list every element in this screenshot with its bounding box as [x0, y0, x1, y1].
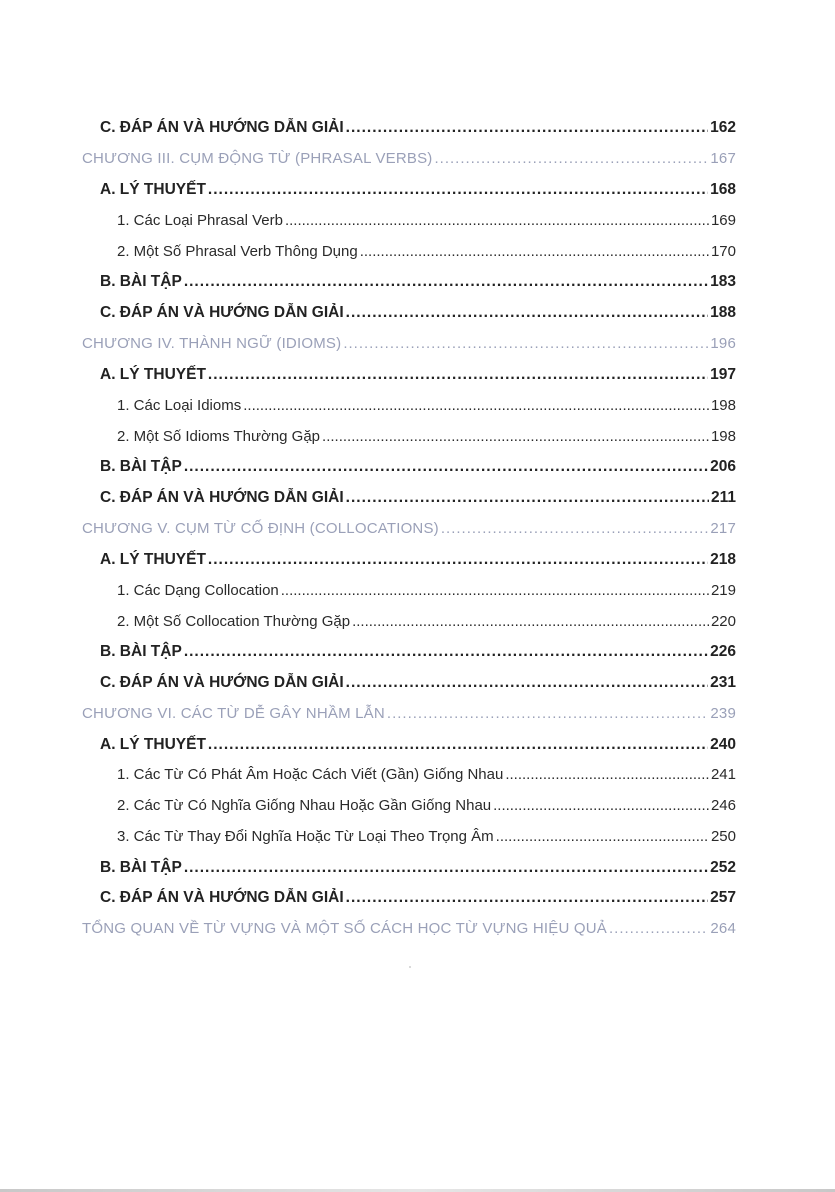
toc-entry-title: C. ĐÁP ÁN VÀ HƯỚNG DẪN GIẢI — [100, 674, 344, 691]
dot-leader — [360, 241, 709, 263]
toc-entry-page: 196 — [710, 335, 736, 352]
dot-leader — [281, 580, 709, 602]
dot-leader — [493, 795, 709, 817]
toc-entry-title: 1. Các Từ Có Phát Âm Hoặc Cách Viết (Gần) Giống Nhau — [117, 766, 504, 783]
toc-entry-page: 246 — [710, 797, 736, 814]
dot-leader — [441, 518, 708, 540]
toc-entry-page: 231 — [710, 674, 736, 691]
toc-entry[interactable] — [117, 580, 736, 602]
toc-entry-title: 3. Các Từ Thay Đổi Nghĩa Hoặc Từ Loại Theo Trọng Âm — [117, 828, 494, 845]
toc-entry-title: C. ĐÁP ÁN VÀ HƯỚNG DẪN GIẢI — [100, 119, 344, 136]
toc-entry-title: 1. Các Dạng Collocation — [117, 582, 279, 599]
dot-leader — [609, 918, 708, 940]
toc-entry-page: 170 — [710, 243, 736, 260]
dot-leader — [184, 456, 708, 478]
dot-leader — [184, 857, 708, 879]
toc-entry-title: B. BÀI TẬP — [100, 273, 182, 290]
dot-leader — [346, 302, 708, 324]
toc-entry-title: A. LÝ THUYẾT — [100, 736, 206, 753]
dot-leader — [346, 672, 708, 694]
toc-entry-title: A. LÝ THUYẾT — [100, 551, 206, 568]
dot-leader — [208, 549, 708, 571]
toc-entry-page: 257 — [710, 889, 736, 906]
toc-entry-page: 218 — [710, 551, 736, 568]
dot-leader — [435, 148, 709, 170]
toc-entry-page: 169 — [710, 212, 736, 229]
toc-entry-page: 241 — [710, 766, 736, 783]
toc-entry[interactable] — [100, 271, 736, 293]
toc-entry[interactable] — [100, 487, 736, 509]
dot-leader — [346, 117, 708, 139]
toc-entry-title: CHƯƠNG III. CỤM ĐỘNG TỪ (PHRASAL VERBS) — [82, 150, 433, 167]
toc-entry-page: 188 — [710, 304, 736, 321]
dot-leader — [208, 179, 708, 201]
dot-leader — [184, 271, 708, 293]
toc-entry[interactable] — [100, 302, 736, 324]
toc-entry[interactable] — [100, 456, 736, 478]
toc-entry[interactable] — [100, 887, 736, 909]
toc-entry-page: 162 — [710, 119, 736, 136]
toc-entry-page: 198 — [710, 428, 736, 445]
dot-leader — [505, 764, 709, 786]
toc-entry-page: 226 — [710, 643, 736, 660]
toc-entry-title: A. LÝ THUYẾT — [100, 181, 206, 198]
toc-entry[interactable] — [117, 241, 736, 263]
scan-speck — [409, 966, 411, 968]
toc-entry[interactable] — [100, 117, 736, 139]
toc-entry[interactable] — [100, 549, 736, 571]
dot-leader — [352, 611, 709, 633]
toc-entry-page: 217 — [710, 520, 736, 537]
dot-leader — [346, 487, 709, 509]
toc-entry-page: 252 — [710, 859, 736, 876]
toc-entry[interactable] — [100, 179, 736, 201]
dot-leader — [285, 210, 709, 232]
toc-entry-page: 168 — [710, 181, 736, 198]
toc-entry[interactable] — [82, 148, 736, 170]
toc-entry[interactable] — [117, 426, 736, 448]
toc-entry-title: C. ĐÁP ÁN VÀ HƯỚNG DẪN GIẢI — [100, 889, 344, 906]
toc-entry-page: 211 — [710, 489, 736, 506]
toc-entry-page: 183 — [710, 273, 736, 290]
toc-entry-page: 206 — [710, 458, 736, 475]
dot-leader — [208, 734, 708, 756]
toc-entry[interactable] — [82, 333, 736, 355]
dot-leader — [496, 826, 709, 848]
toc-entry[interactable] — [100, 641, 736, 663]
toc-entry-title: CHƯƠNG V. CỤM TỪ CỐ ĐỊNH (COLLOCATIONS) — [82, 520, 439, 537]
toc-entry-title: 2. Một Số Collocation Thường Gặp — [117, 613, 351, 630]
dot-leader — [184, 641, 708, 663]
toc-entry[interactable] — [82, 703, 736, 725]
toc-entry-page: 250 — [710, 828, 736, 845]
dot-leader — [208, 364, 708, 386]
toc-entry[interactable] — [100, 734, 736, 756]
toc-entry-page: 198 — [710, 397, 736, 414]
toc-entry-title: 1. Các Loại Idioms — [117, 397, 242, 414]
toc-entry[interactable] — [117, 395, 736, 417]
toc-entry-title: B. BÀI TẬP — [100, 643, 182, 660]
toc-entry-title: 2. Các Từ Có Nghĩa Giống Nhau Hoặc Gần Giống Nhau — [117, 797, 492, 814]
toc-entry[interactable] — [82, 918, 736, 940]
toc-entry[interactable] — [100, 857, 736, 879]
toc-entry-title: CHƯƠNG IV. THÀNH NGỮ (IDIOMS) — [82, 335, 342, 352]
dot-leader — [346, 887, 708, 909]
toc-entry-title: 2. Một Số Phrasal Verb Thông Dụng — [117, 243, 358, 260]
dot-leader — [322, 426, 709, 448]
toc-entry-title: 2. Một Số Idioms Thường Gặp — [117, 428, 321, 445]
toc-entry-page: 264 — [710, 920, 736, 937]
toc-entry-page: 240 — [710, 736, 736, 753]
toc-entry-page: 167 — [710, 150, 736, 167]
toc-entry-title: C. ĐÁP ÁN VÀ HƯỚNG DẪN GIẢI — [100, 489, 344, 506]
toc-entry[interactable] — [117, 795, 736, 817]
toc-entry-title: A. LÝ THUYẾT — [100, 366, 206, 383]
toc-entry-title: TỔNG QUAN VỀ TỪ VỰNG VÀ MỘT SỐ CÁCH HỌC TỪ VỰNG HIỆU QUẢ — [82, 920, 608, 937]
toc-entry-title: 1. Các Loại Phrasal Verb — [117, 212, 283, 229]
toc-entry[interactable] — [117, 611, 736, 633]
toc-entry-title: CHƯƠNG VI. CÁC TỪ DỄ GÂY NHẦM LẪN — [82, 705, 385, 722]
toc-entry-page: 220 — [710, 613, 736, 630]
toc-entry-page: 219 — [710, 582, 736, 599]
toc-entry[interactable] — [117, 764, 736, 786]
toc-entry[interactable] — [82, 518, 736, 540]
toc-entry[interactable] — [117, 826, 736, 848]
toc-entry[interactable] — [117, 210, 736, 232]
dot-leader — [387, 703, 708, 725]
toc-entry-title: C. ĐÁP ÁN VÀ HƯỚNG DẪN GIẢI — [100, 304, 344, 321]
toc-entry[interactable] — [100, 364, 736, 386]
toc-entry-title: B. BÀI TẬP — [100, 458, 182, 475]
dot-leader — [343, 333, 708, 355]
toc-entry-page: 239 — [710, 705, 736, 722]
toc-entry-page: 197 — [710, 366, 736, 383]
toc-entry-title: B. BÀI TẬP — [100, 859, 182, 876]
toc-entry[interactable] — [100, 672, 736, 694]
dot-leader — [243, 395, 709, 417]
